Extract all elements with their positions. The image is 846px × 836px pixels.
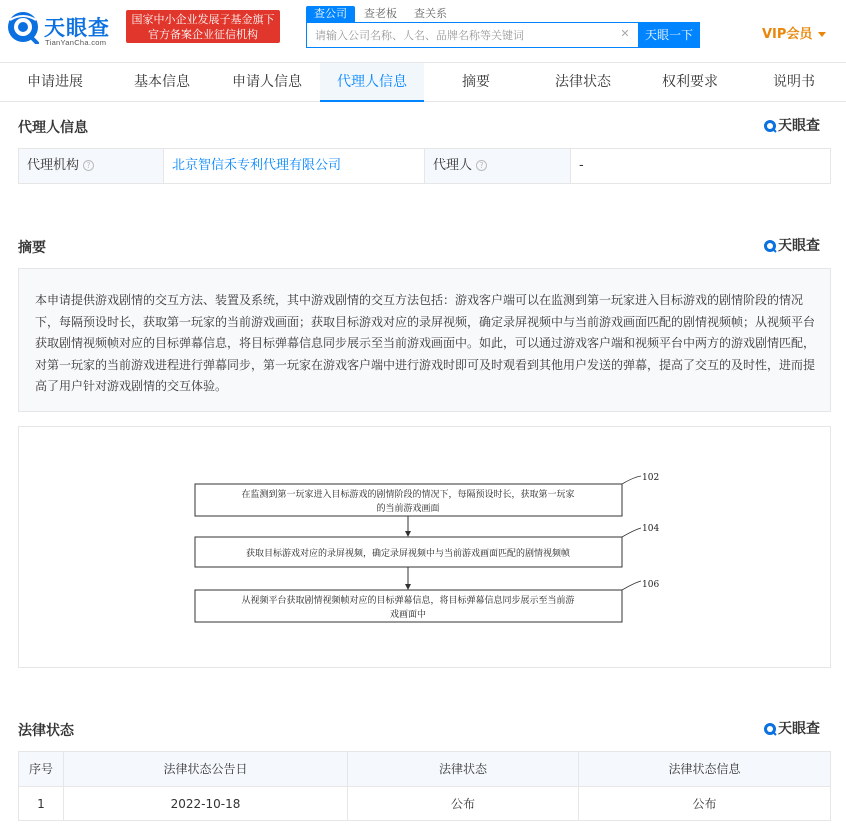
- brand-mark: [763, 117, 831, 135]
- legal-section-title: 法律状态: [18, 723, 74, 739]
- agent-value: -: [579, 158, 584, 173]
- agent-org-value-cell: [163, 149, 424, 183]
- logo-text: 天眼查: [44, 16, 110, 40]
- tab-legal-status[interactable]: 法律状态: [555, 74, 611, 90]
- brand-mark: [763, 720, 831, 738]
- agent-org-label: 代理机构: [27, 158, 80, 173]
- search-box: [306, 22, 638, 48]
- brand-mark-text: 天眼查: [778, 118, 820, 134]
- flow-arrowhead: [405, 584, 411, 590]
- search-input[interactable]: [307, 23, 607, 47]
- flow-step-102-line-2: 的当前游戏画面: [376, 504, 440, 514]
- flow-arrowhead: [405, 531, 411, 537]
- tab-claims[interactable]: 权利要求: [662, 74, 718, 90]
- tab-basic-info[interactable]: 基本信息: [134, 74, 190, 90]
- abstract-section-title: 摘要: [18, 240, 46, 256]
- flow-leader-line: [622, 528, 641, 537]
- row-status-info: 公布: [578, 787, 830, 821]
- tab-description[interactable]: 说明书: [773, 74, 815, 90]
- brand-mark: [763, 237, 831, 255]
- site-header: [0, 0, 846, 60]
- abstract-text: 本申请提供游戏剧情的交互方法、装置及系统，其中游戏剧情的交互方法包括：游戏客户端可以在监测到第一玩家进入目标游戏的剧情阶段的情况下，每隔预设时长，获取第一玩家的当前游戏画面；获取目标游戏对应的录屏视频，确定录屏视频中与当前游戏画面匹配的剧情视频帧；从视频平台获取剧情视频帧对应的目标弹幕信息，将目标弹幕信息同步展示至当前游戏画面中。如此，可以通过游戏客户端和视频平台中两方的游戏剧情匹配，对第一玩家的当前游戏进程进行弹幕同步，第一玩家在游戏客户端中进行游戏时即可及时观看到其他用户发送的弹幕，提高了交互的及时性，进而提高了用户针对游戏剧情的交互体验。: [18, 268, 831, 412]
- agent-label: 代理人: [433, 158, 473, 173]
- agent-org-link[interactable]: 北京智信禾专利代理有限公司: [172, 158, 342, 173]
- search-tab-relation[interactable]: 查关系: [414, 7, 447, 20]
- tianyancha-logo-icon: [6, 10, 40, 44]
- agent-org-label-cell: [19, 149, 163, 183]
- flow-step-104-line-1: 获取目标游戏对应的录屏视频，确定录屏视频中与当前游戏画面匹配的剧情视频帧: [245, 549, 571, 559]
- help-icon[interactable]: ?: [83, 160, 94, 171]
- section-nav: [0, 62, 846, 102]
- agent-label-cell: [424, 149, 570, 183]
- caret-down-icon: [818, 32, 826, 37]
- site-logo[interactable]: [6, 10, 122, 46]
- flow-step-104-id: 104: [642, 524, 660, 534]
- flow-step-106-line-1: 从视频平台获取剧情视频帧对应的目标弹幕信息，将目标弹幕信息同步展示至当前游: [241, 596, 575, 606]
- official-banner: [126, 10, 280, 43]
- banner-line-1: 国家中小企业发展子基金旗下: [131, 13, 275, 26]
- tab-application-progress[interactable]: 申请进展: [27, 74, 83, 90]
- column-header-index: 序号: [28, 762, 53, 776]
- flow-step-102-line-1: 在监测到第一玩家进入目标游戏的剧情阶段的情况下，每隔预设时长，获取第一玩家: [241, 490, 575, 500]
- flow-step-102-id: 102: [642, 473, 660, 483]
- flow-leader-line: [622, 476, 641, 484]
- tab-agent-info[interactable]: 代理人信息: [320, 63, 424, 101]
- row-index: 1: [37, 797, 45, 811]
- help-icon[interactable]: ?: [476, 160, 487, 171]
- agent-section-title: 代理人信息: [18, 120, 88, 136]
- clear-icon[interactable]: ✕: [620, 27, 630, 40]
- vip-label: VIP会员: [762, 27, 813, 42]
- row-status: 公布: [347, 787, 578, 821]
- tab-applicant-info[interactable]: 申请人信息: [232, 74, 302, 90]
- flow-step-106-id: 106: [642, 580, 660, 590]
- search-tab-boss[interactable]: 查老板: [364, 7, 397, 20]
- column-header-date: 法律状态公告日: [63, 752, 347, 786]
- tab-abstract[interactable]: 摘要: [462, 74, 490, 90]
- logo-domain: TianYanCha.com: [45, 38, 107, 47]
- flow-leader-line: [622, 581, 641, 590]
- column-header-status: 法律状态: [347, 752, 578, 786]
- abstract-figure: [18, 426, 831, 668]
- table-row: [19, 786, 830, 820]
- column-header-status-info: 法律状态信息: [578, 752, 830, 786]
- vip-menu[interactable]: [762, 26, 826, 44]
- table-header-row: [19, 752, 830, 786]
- brand-mark-text: 天眼查: [778, 721, 820, 737]
- tianyancha-mark-icon: [763, 239, 777, 253]
- tianyancha-mark-icon: [763, 119, 777, 133]
- brand-mark-text: 天眼查: [778, 238, 820, 254]
- flow-step-106-line-2: 戏画面中: [389, 610, 427, 620]
- search-button[interactable]: 天眼一下: [638, 22, 700, 48]
- flowchart: [19, 427, 832, 669]
- banner-line-2: 官方备案企业征信机构: [148, 28, 258, 41]
- agent-value-cell: [570, 149, 830, 183]
- search-tab-company[interactable]: 查公司: [306, 6, 355, 22]
- legal-status-table: [18, 751, 831, 821]
- tianyancha-mark-icon: [763, 722, 777, 736]
- agent-table: [18, 148, 831, 184]
- row-date: 2022-10-18: [63, 787, 347, 821]
